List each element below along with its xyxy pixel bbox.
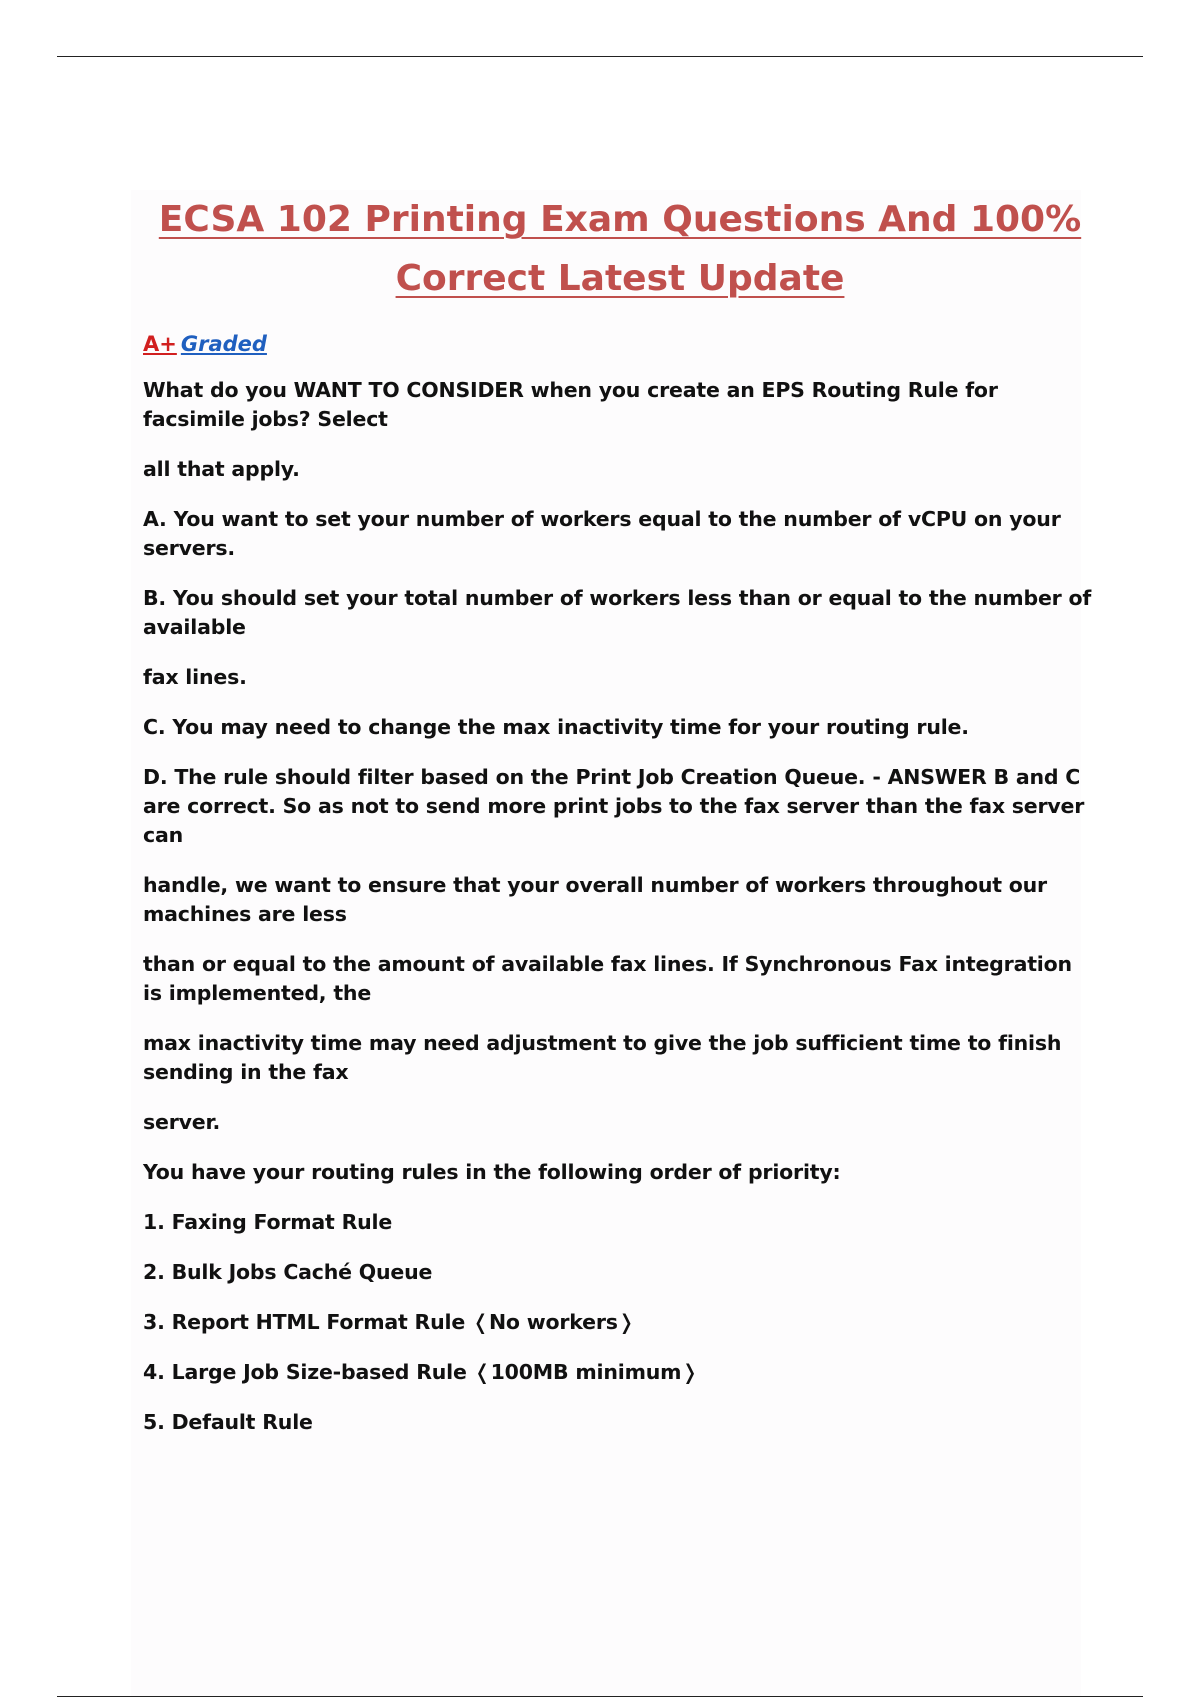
answer-explanation-4: server. (143, 1110, 221, 1134)
grade-label (143, 330, 1093, 358)
bottom-rule (57, 1696, 1143, 1697)
option-b: B. You should set your total number of workers less than or equal to the number of available (143, 586, 1092, 639)
question-2-intro: You have your routing rules in the following order of priority: (143, 1160, 841, 1184)
answer-explanation-3: max inactivity time may need adjustment to give the job sufficient time to finish sending in the fax (143, 1031, 1062, 1084)
option-d-answer: D. The rule should filter based on the Print Job Creation Queue. - ANSWER B and C are correct. So as not to send more print jobs to the fax server than the fax server can (143, 765, 1085, 847)
option-b-cont: fax lines. (143, 665, 247, 689)
list-item: 4. Large Job Size-based Rule ❬100MB minimum❭ (143, 1360, 699, 1384)
list-item: 3. Report HTML Format Rule ❬No workers❭ (143, 1310, 635, 1334)
option-a: A. You want to set your number of workers equal to the number of vCPU on your servers. (143, 507, 1061, 560)
title-line-2: Correct Latest Update (395, 258, 845, 299)
list-item: 1. Faxing Format Rule (143, 1210, 393, 1234)
grade-graded: Graded (180, 332, 267, 356)
answer-explanation-2: than or equal to the amount of available fax lines. If Synchronous Fax integration is implemented, the (143, 952, 1072, 1005)
question-intro: What do you WANT TO CONSIDER when you create an EPS Routing Rule for facsimile jobs? Select (143, 378, 998, 431)
document-title (100, 190, 1140, 308)
list-item: 2. Bulk Jobs Caché Queue (143, 1260, 433, 1284)
title-line-1: ECSA 102 Printing Exam Questions And 100% (158, 199, 1082, 240)
answer-explanation-1: handle, we want to ensure that your overall number of workers throughout our machines are less (143, 873, 1047, 926)
list-item: 5. Default Rule (143, 1410, 313, 1434)
top-rule (57, 56, 1143, 57)
document-body (143, 330, 1093, 1458)
question-intro-cont: all that apply. (143, 457, 300, 481)
option-c: C. You may need to change the max inactivity time for your routing rule. (143, 715, 969, 739)
grade-aplus: A+ (143, 332, 177, 356)
